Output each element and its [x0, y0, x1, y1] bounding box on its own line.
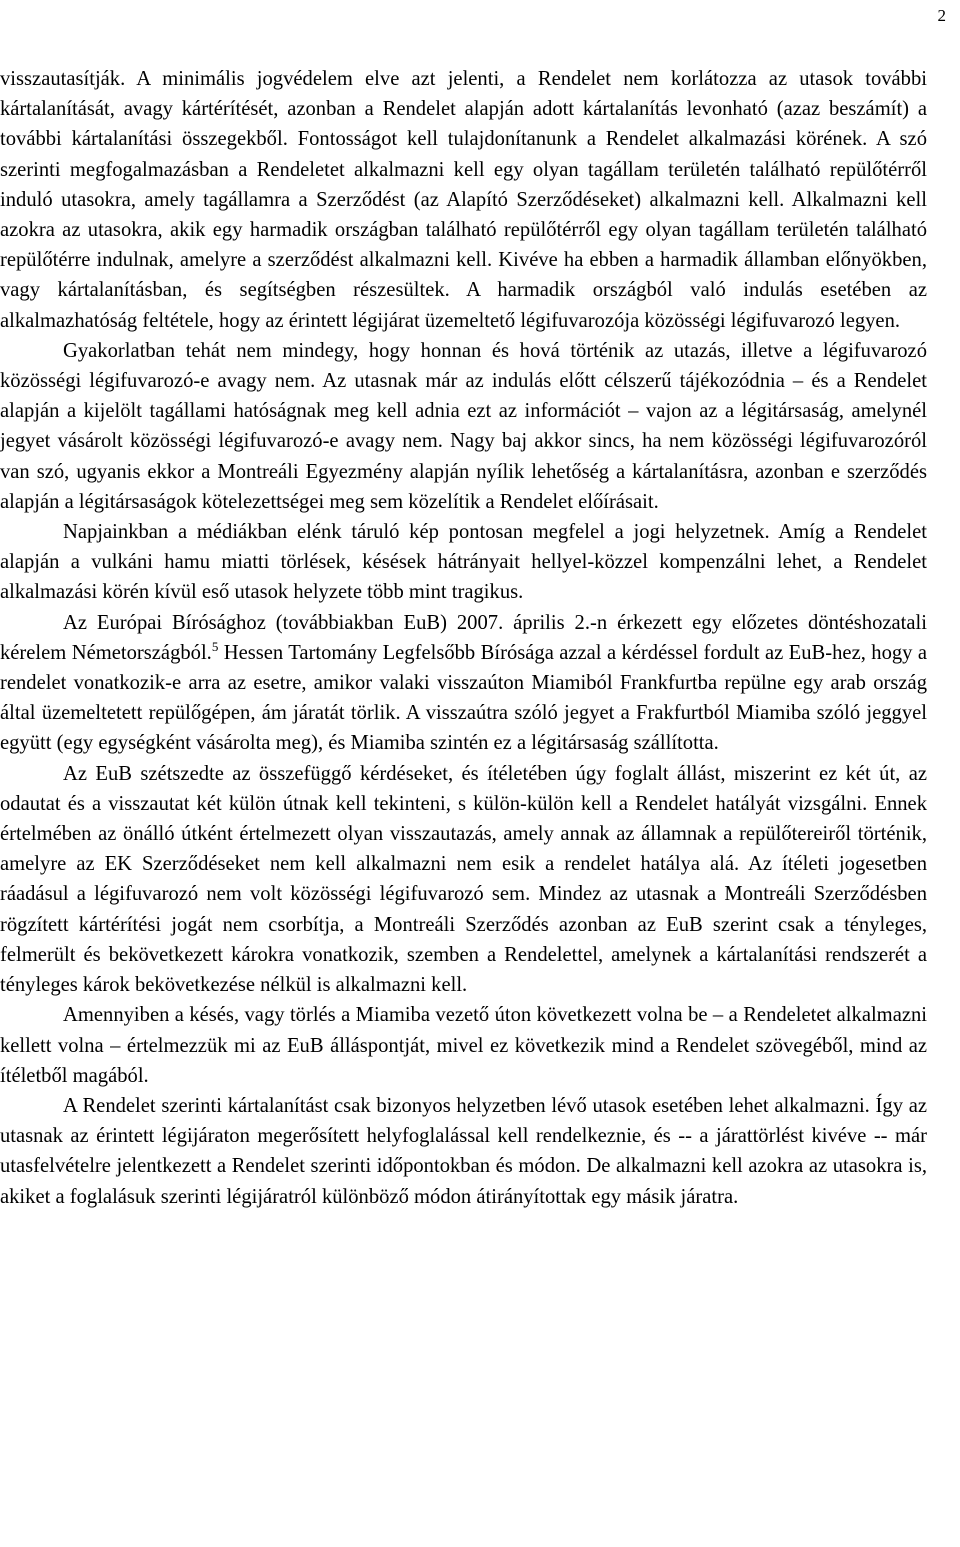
paragraph: Gyakorlatban tehát nem mindegy, hogy honnan és hová történik az utazás, illetve a légifuvarozó közösségi légifuvarozó-e avagy nem. Az utasnak már az indulás előtt célszerű tájékozódnia – és a Rendelet alapján a kijelölt tagállami hatóságnak meg kell adnia ezt az információt – vajon az a légitársaság, amelynél jegyet vásárolt közösségi légifuvarozó-e avagy nem. Nagy baj akkor sincs, ha nem közösségi légifuvarozóról van szó, ugyanis ekkor a Montreáli Egyezmény alapján nyílik lehetőség a kártalanításra, azonban e szerződés alapján a légitársaságok kötelezettségei meg sem közelítik a Rendelet előírásait.: [0, 339, 927, 513]
page-number: 2: [937, 6, 946, 25]
document-body: [0, 64, 927, 1212]
paragraph-text: Hessen Tartomány Legfelsőbb Bírósága azzal a kérdéssel fordult az EuB-hez, hogy a rendelet vonatkozik-e arra az esetre, amikor valaki visszaúton Miamiból Frankfurtba repülne egy arab ország által üzemeltetett repülőgépen, ám járatát törlik. A visszaútra szóló jegyet a Frakfurtból Miamiba szóló jeggyel együtt (egy egységként vásárolta meg), és Miamiba szintén ez a légitársaság szállította.: [0, 641, 928, 755]
paragraph: [0, 608, 927, 759]
footnote-marker[interactable]: 5: [211, 639, 219, 654]
paragraph: Amennyiben a késés, vagy törlés a Miamiba vezető úton következett volna be – a Rendeletet alkalmazni kellett volna – értelmezzük mi az EuB álláspontját, mivel ez következik mind a Rendelet szövegéből, mind az ítéletből magából.: [0, 1004, 927, 1087]
paragraph: Az EuB szétszedte az összefüggő kérdéseket, és ítéletében úgy foglalt állást, miszerint ez két út, az odautat és a visszautat két külön útnak kell tekinteni, s külön-külön kell a Rendelet hatályát vizsgálni. Ennek értelmében az önálló útként értelmezett olyan visszautazás, amely annak az államnak a repülőtereiről történik, amelyre az EK Szerződéseket nem kell alkalmazni nem esik a rendelet hatálya alá. Az ítéleti jogesetben ráadásul a légifuvarozó nem volt közösségi légifuvarozó sem. Mindez az utasnak a Montreáli Szerződésben rögzített kártérítési jogát nem csorbítja, a Montreáli Szerződés azonban az EuB szerint csak a tényleges, felmerült és bekövetkezett károkra vonatkozik, szemben a Rendelettel, amelynek a kártalanítási rendszerét a tényleges károk bekövetkezése nélkül is alkalmazni kell.: [0, 762, 927, 997]
paragraph: visszautasítják. A minimális jogvédelem elve azt jelenti, a Rendelet nem korlátozza az utasok további kártalanítását, avagy kártérítését, azonban a Rendelet alapján adott kártalanítás levonható (azaz beszámít) a további kártalanítási összegekből. Fontosságot kell tulajdonítanunk a Rendelet alkalmazási körének. A szó szerinti megfogalmazásban a Rendeletet alkalmazni kell egy olyan tagállam területén található repülőtérről induló utasokra, amely tagállamra a Szerződést (az Alapító Szerződéseket) alkalmazni kell. Alkalmazni kell azokra az utasokra, akik egy harmadik országban található repülőtérről egy olyan tagállam területén található repülőtérre indulnak, amelyre a szerződést alkalmazni kell. Kivéve ha ebben a harmadik államban előnyökben, vagy kártalanításban, és segítségben részesültek. A harmadik országból való indulás esetében az alkalmazhatóság feltétele, hogy az érintett légijárat üzemeltető légifuvarozója közösségi légifuvarozó legyen.: [0, 68, 927, 332]
paragraph: A Rendelet szerinti kártalanítást csak bizonyos helyzetben lévő utasok esetében lehet alkalmazni. Így az utasnak az érintett légijáraton megerősített helyfoglalással kell rendelkeznie, és -- a járattörlést kivéve -- már utasfelvételre jelentkezett a Rendelet szerinti időpontokban és módon. De alkalmazni kell azokra az utasokra is, akiket a foglalásuk szerinti légijáratról különböző módon átirányítottak egy másik járatra.: [0, 1094, 927, 1208]
paragraph-text: Az Európai Bírósághoz (továbbiakban EuB) 2007. április 2.-n érkezett egy előzetes döntéshozatali kérelem Németországból.: [0, 611, 927, 664]
paragraph: Napjainkban a médiákban elénk táruló kép pontosan megfelel a jogi helyzetnek. Amíg a Rendelet alapján a vulkáni hamu miatti törlések, késések hátrányait hellyel-közzel kompenzálni lehet, a Rendelet alkalmazási körén kívül eső utasok helyzete több mint tragikus.: [0, 521, 927, 604]
